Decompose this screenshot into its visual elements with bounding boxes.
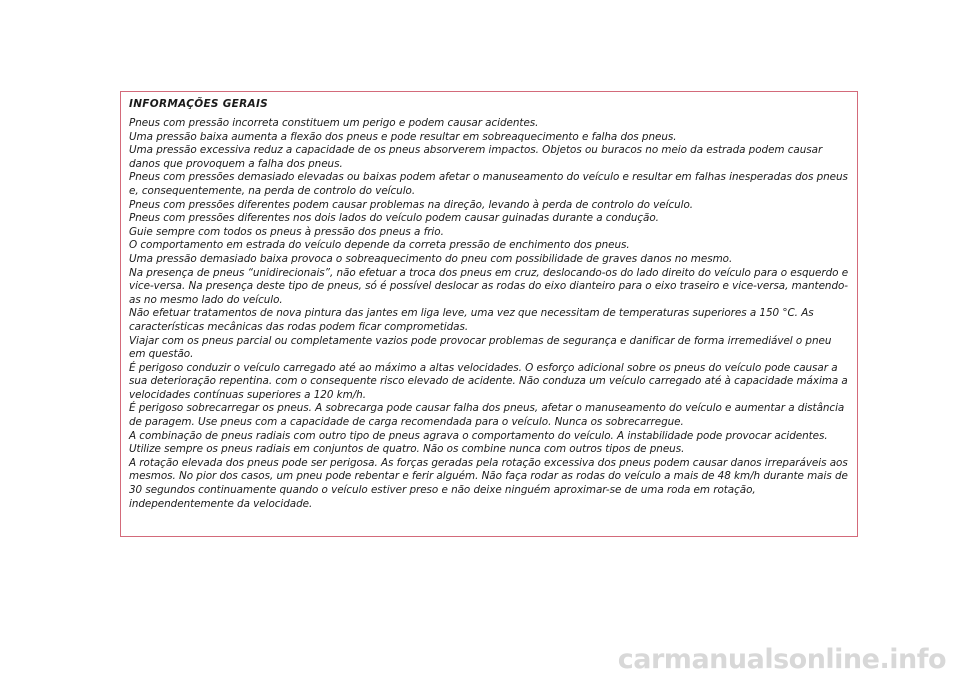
paragraph: Viajar com os pneus parcial ou completamente vazios pode provocar problemas de segurança e danificar de forma irremediável o pneu em questão. <box>129 334 832 361</box>
paragraph: É perigoso conduzir o veículo carregado até ao máximo a altas velocidades. O esforço adicional sobre os pneus do veículo pode causar a sua deterioração repentina. com o consequente risco elevado de acidente. Não conduza um veículo carregado até à capacidade máxima a velocidades contínuas superiores a 120 km/h. <box>129 361 848 401</box>
paragraph: Guie sempre com todos os pneus à pressão dos pneus a frio. <box>129 225 444 238</box>
section-body <box>129 117 849 511</box>
paragraph: A rotação elevada dos pneus pode ser perigosa. As forças geradas pela rotação excessiva dos pneus podem causar danos irreparáveis aos mesmos. No pior dos casos, um pneu pode rebentar e ferir alguém. Não faça rodar as rodas do veículo a mais de 48 km/h durante mais de 30 segundos continuamente quando o veículo estiver preso e não deixe ninguém aproximar-se de uma roda em rotação, independentemente da velocidade. <box>129 456 848 510</box>
paragraph: É perigoso sobrecarregar os pneus. A sobrecarga pode causar falha dos pneus, afetar o manuseamento do veículo e aumentar a distância de paragem. Use pneus com a capacidade de carga recomendada para o veículo. Nunca os sobrecarregue. <box>129 402 845 429</box>
paragraph: Pneus com pressões demasiado elevadas ou baixas podem afetar o manuseamento do veículo e resultar em falhas inesperadas dos pneus e, consequentemente, na perda de controlo do veículo. <box>129 171 848 197</box>
paragraph: Uma pressão demasiado baixa provoca o sobreaquecimento do pneu com possibilidade de graves danos no mesmo. <box>129 252 733 265</box>
paragraph: Uma pressão baixa aumenta a flexão dos pneus e pode resultar em sobreaquecimento e falha dos pneus. <box>129 130 677 143</box>
paragraph: O comportamento em estrada do veículo depende da correta pressão de enchimento dos pneus. <box>129 239 630 252</box>
general-info-box <box>120 91 858 537</box>
paragraph: Uma pressão excessiva reduz a capacidade de os pneus absorverem impactos. Objetos ou buracos no meio da estrada podem causar danos que provoquem a falha dos pneus. <box>129 144 823 170</box>
paragraph: Pneus com pressões diferentes nos dois lados do veículo podem causar guinadas durante a condução. <box>129 212 659 225</box>
paragraph: Pneus com pressões diferentes podem causar problemas na direção, levando à perda de controlo do veículo. <box>129 198 694 211</box>
paragraph: Pneus com pressão incorreta constituem um perigo e podem causar acidentes. <box>129 117 539 129</box>
paragraph: Não efetuar tratamentos de nova pintura das jantes em liga leve, uma vez que necessitam de temperaturas superiores a 150 °C. As características mecânicas das rodas podem ficar comprometidas. <box>129 307 814 333</box>
paragraph: Na presença de pneus “unidirecionais”, não efetuar a troca dos pneus em cruz, deslocando-os do lado direito do veículo para o esquerdo e vice-versa. Na presença deste tipo de pneus, só é possível deslocar as rodas do eixo dianteiro para o eixo traseiro e vice-versa, mantendo-as no mesmo lado do veículo. <box>129 266 849 306</box>
site-watermark: carmanualsonline.info <box>617 644 946 675</box>
section-title: INFORMAÇÕES GERAIS <box>129 98 269 110</box>
paragraph: A combinação de pneus radiais com outro tipo de pneus agrava o comportamento do veículo. A instabilidade pode provocar acidentes. Utilize sempre os pneus radiais em conjuntos de quatro. Não os combine nunca com outros tipos de pneus. <box>129 429 828 456</box>
